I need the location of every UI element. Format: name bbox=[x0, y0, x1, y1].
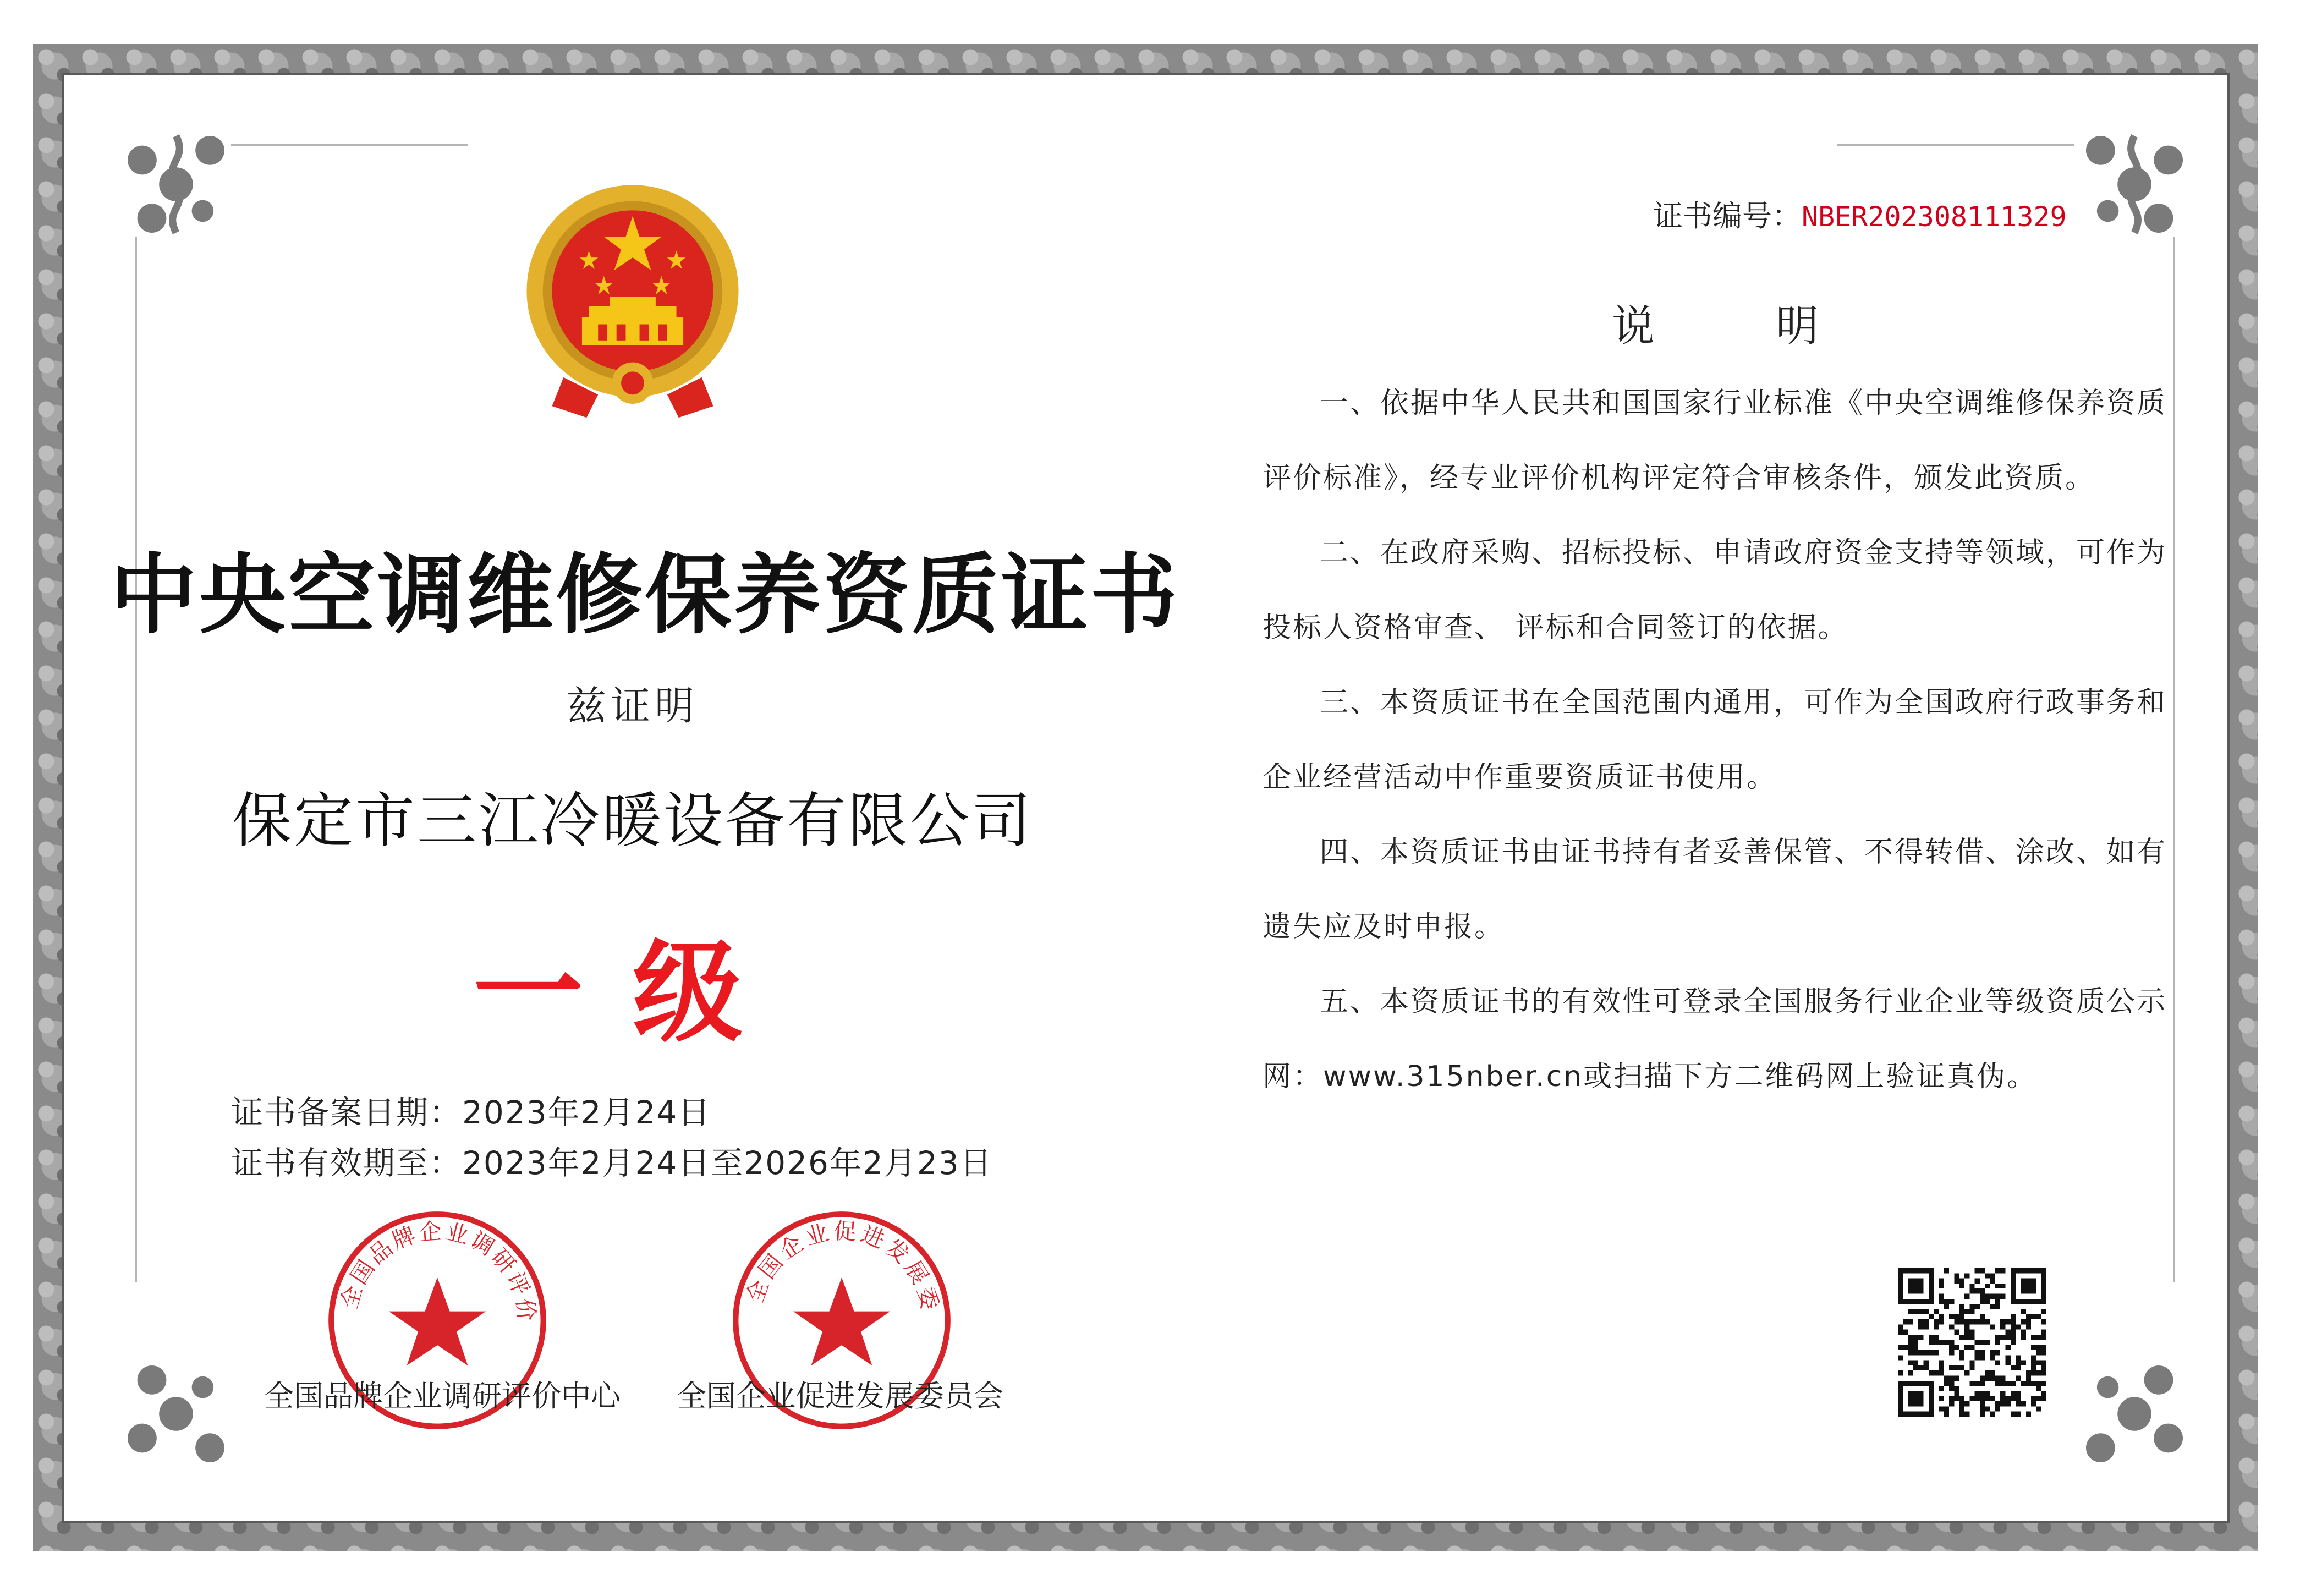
certificate-number bbox=[1653, 193, 2067, 235]
record-date-label: 证书备案日期： bbox=[231, 1094, 463, 1131]
certificate-number-value: NBER202308111329 bbox=[1802, 201, 2067, 233]
note-item: 一、依据中华人民共和国国家行业标准《中央空调维修保养资质评价标准》，经专业评价机构评定符合审核条件，颁发此资质。 bbox=[1262, 387, 2167, 495]
divider-line bbox=[231, 144, 468, 146]
divider-line bbox=[1837, 144, 2074, 146]
corner-ornament-icon bbox=[2074, 124, 2195, 245]
valid-period-line bbox=[231, 1137, 993, 1183]
hereby-certify-text: 兹证明 bbox=[566, 683, 699, 729]
seal-ring-text: 全国品牌企业调研评价 bbox=[336, 1217, 540, 1325]
company-name: 保定市三江冷暖设备有限公司 bbox=[232, 787, 1033, 855]
record-date-value: 2023年2月24日 bbox=[462, 1094, 711, 1131]
certificate-number-label: 证书编号： bbox=[1653, 199, 1802, 233]
valid-period-label: 证书有效期至： bbox=[231, 1144, 463, 1182]
divider-line bbox=[135, 237, 137, 1282]
notes-list bbox=[1262, 366, 2176, 1114]
certificate-level: 一级 bbox=[473, 928, 792, 1057]
note-item: 三、本资质证书在全国范围内通用，可作为全国政府行政事务和企业经营活动中作重要资质证书使用。 bbox=[1262, 686, 2167, 794]
issuer-name: 全国企业促进发展委员会 bbox=[677, 1379, 1003, 1413]
qr-code-icon bbox=[1898, 1268, 2046, 1417]
notes-title: 说明 bbox=[1612, 301, 1940, 351]
valid-period-value: 2023年2月24日至2026年2月23日 bbox=[462, 1144, 993, 1182]
note-item: 五、本资质证书的有效性可登录全国服务行业企业等级资质公示网：www.315nber.cn或扫描下方二维码网上验证真伪。 bbox=[1262, 985, 2167, 1093]
note-item: 二、在政府采购、招标投标、申请政府资金支持等领域，可作为投标人资格审查、 评标和合同签订的依据。 bbox=[1262, 536, 2167, 644]
issuer-name: 全国品牌企业调研评价中心 bbox=[264, 1379, 621, 1413]
corner-ornament-icon bbox=[116, 1353, 237, 1474]
national-emblem-icon bbox=[517, 182, 748, 429]
note-item: 四、本资质证书由证书持有者妥善保管、不得转借、涂改、如有遗失应及时申报。 bbox=[1262, 836, 2167, 944]
record-date-line bbox=[231, 1087, 711, 1133]
seal-ring-text: 全国企业促进发展委 bbox=[741, 1217, 945, 1316]
corner-ornament-icon bbox=[116, 124, 237, 245]
corner-ornament-icon bbox=[2074, 1353, 2195, 1474]
certificate-title: 中央空调维修保养资质证书 bbox=[110, 545, 1179, 646]
